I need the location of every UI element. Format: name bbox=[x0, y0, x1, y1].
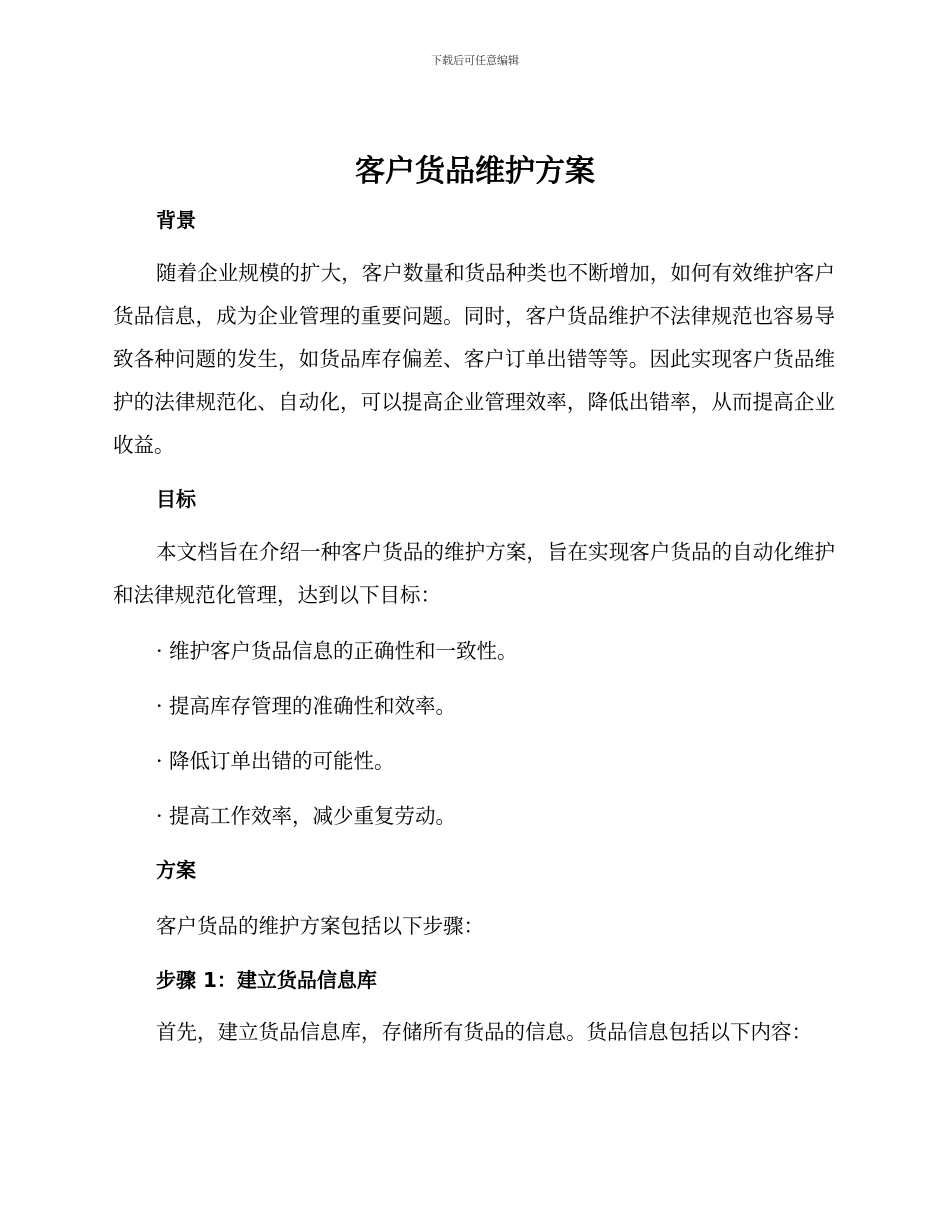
goal-bullet-2: · 提高库存管理的准确性和效率。 bbox=[156, 694, 457, 718]
goal-bullet-3: · 降低订单出错的可能性。 bbox=[156, 749, 395, 773]
step1-paragraph: 首先，建立货品信息库，存储所有货品的信息。货品信息包括以下内容： bbox=[156, 1020, 812, 1044]
goals-paragraph: 本文档旨在介绍一种客户货品的维护方案，旨在实现客户货品的自动化维护和法律规范化管理，达到以下目标： bbox=[113, 540, 835, 607]
section-heading-background: 背景 bbox=[156, 208, 196, 232]
goal-bullet-4: · 提高工作效率，减少重复劳动。 bbox=[156, 804, 457, 828]
section-heading-goals: 目标 bbox=[156, 487, 196, 511]
document-title: 客户货品维护方案 bbox=[355, 154, 595, 189]
page-header-note: 下载后可任意编辑 bbox=[431, 54, 519, 67]
step1-heading: 步骤 1：建立货品信息库 bbox=[156, 968, 377, 992]
section-heading-plan: 方案 bbox=[156, 858, 196, 882]
background-paragraph: 随着企业规模的扩大，客户数量和货品种类也不断增加，如何有效维护客户货品信息，成为企业管理的重要问题。同时，客户货品维护不法律规范也容易导致各种问题的发生，如货品库存偏差、客户订单出错等等。因此实现客户货品维护的法律规范化、自动化，可以提高企业管理效率，降低出错率，从而提高企业收益。 bbox=[113, 261, 835, 457]
goal-bullet-1: · 维护客户货品信息的正确性和一致性。 bbox=[156, 639, 518, 663]
plan-intro: 客户货品的维护方案包括以下步骤： bbox=[156, 914, 484, 938]
